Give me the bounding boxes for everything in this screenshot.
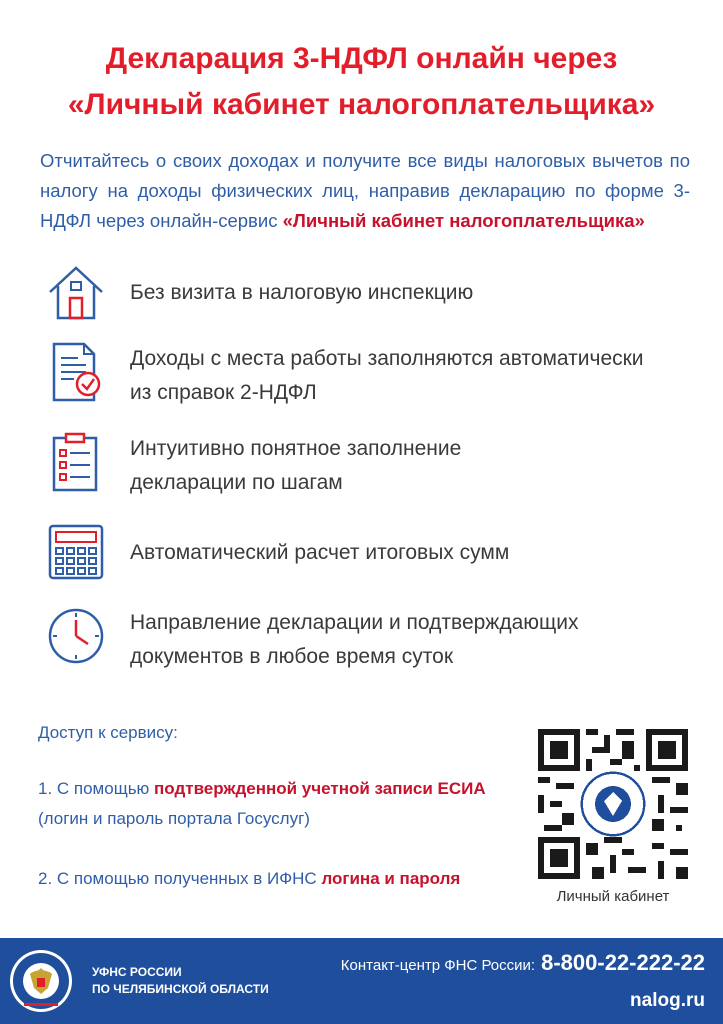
calculator-icon [46,522,106,582]
footer [0,938,723,1024]
contact-center [341,950,705,976]
feature-auto-calc [46,522,686,592]
clock-icon [46,606,106,666]
feature-2-line-1: Доходы с места работы заполняются автоматически [130,347,644,370]
feature-1-line-1: Без визита в налоговую инспекцию [130,281,474,304]
access-item-1-line-2: (логин и пароль портала Госуслуг) [38,809,310,828]
intro-paragraph [40,146,690,236]
access-item-1-prefix: 1. С помощью [38,779,155,798]
page-title [0,36,723,128]
feature-5-line-2: документов в любое время суток [130,645,454,668]
feature-5-line-1: Направление декларации и подтверждающих [130,611,579,634]
document-check-icon [46,342,106,402]
intro-text: Отчитайтесь о своих доходах и получите все виды налоговых вычетов по налогу на доходы физических лиц, направив декларацию по форме 3-НДФЛ через онлайн-сервис [40,150,690,231]
feature-3-line-1: Интуитивно понятное заполнение [130,437,462,460]
qr-code[interactable] [538,729,688,879]
qr-caption: Личный кабинет [556,888,670,905]
fns-emblem-icon [8,948,74,1014]
feature-2-line-2: из справок 2-НДФЛ [130,381,317,404]
org-line-1: УФНС РОССИИ [92,965,182,979]
access-item-2-prefix: 2. С помощью полученных в ИФНС [38,869,322,888]
house-icon [46,262,106,322]
clipboard-checklist-icon [46,432,106,492]
feature-no-visit [46,262,686,332]
access-item-2 [38,864,460,894]
feature-3-line-2: декларации по шагам [130,471,343,494]
access-item-2-bold: логина и пароля [321,869,461,888]
access-item-1 [38,774,486,834]
intro-highlight: «Личный кабинет налогоплательщика» [282,210,645,231]
feature-auto-fill [46,342,686,412]
title-line-2: «Личный кабинет налогоплательщика» [67,88,656,121]
contact-phone[interactable]: 8-800-22-222-22 [541,950,705,975]
feature-step-by-step [46,432,686,502]
org-name [92,964,269,998]
access-heading: Доступ к сервису: [38,723,178,742]
org-line-2: ПО ЧЕЛЯБИНСКОЙ ОБЛАСТИ [92,982,269,996]
site-link[interactable]: nalog.ru [630,990,705,1011]
access-item-1-bold: подтвержденной учетной записи ЕСИА [154,779,486,798]
title-line-1: Декларация 3-НДФЛ онлайн через [105,42,618,75]
contact-label: Контакт-центр ФНС России: [340,957,536,974]
feature-4-line-1: Автоматический расчет итоговых сумм [130,541,510,564]
feature-any-time [46,606,686,676]
